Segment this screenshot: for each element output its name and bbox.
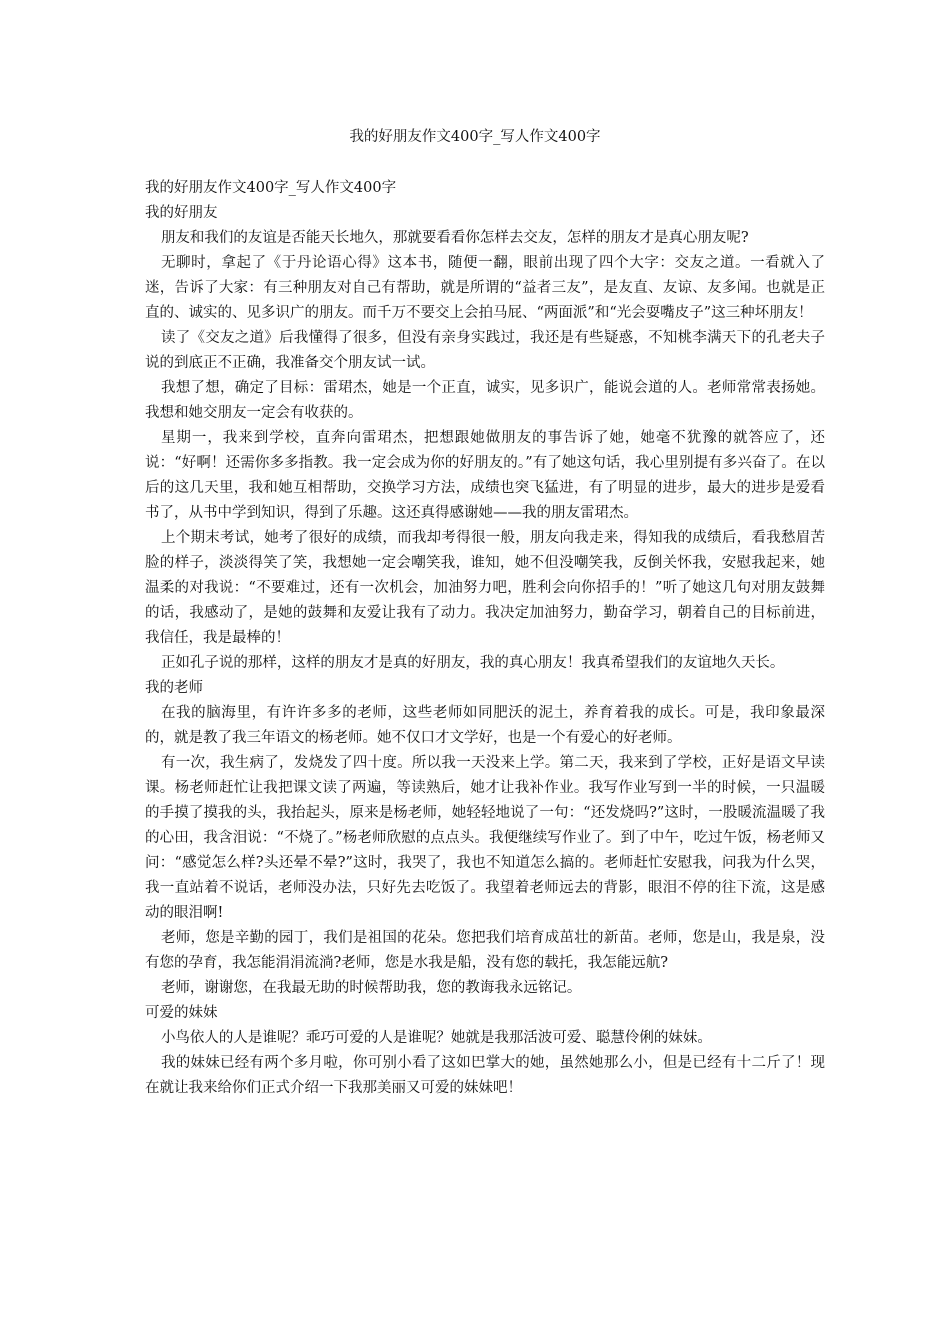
paragraph: 无聊时，拿起了《于丹论语心得》这本书，随便一翻，眼前出现了四个大字：交友之道。一看就入了迷，告诉了大家：有三种朋友对自己有帮助，就是所谓的“益者三友”，是友直、友谅、友多闻。也就是正直的、诚实的、见多识广的朋友。而千万不要交上会拍马屁、“两面派”和“光会耍嘴皮子”这三种坏朋友！ <box>145 255 825 321</box>
section-heading: 我的老师 <box>145 680 203 696</box>
paragraph: 我想了想，确定了目标：雷珺杰，她是一个正直，诚实，见多识广，能说会道的人。老师常常表扬她。我想和她交朋友一定会有收获的。 <box>145 380 825 421</box>
paragraph: 正如孔子说的那样，这样的朋友才是真的好朋友，我的真心朋友！我真希望我们的友谊地久天长。 <box>160 655 785 671</box>
document-body <box>145 176 825 1101</box>
paragraph: 在我的脑海里，有许许多多的老师，这些老师如同肥沃的泥土，养育着我的成长。可是，我印象最深的，就是教了我三年语文的杨老师。她不仅口才文学好，也是一个有爱心的好老师。 <box>145 705 825 746</box>
paragraph: 小鸟依人的人是谁呢？乖巧可爱的人是谁呢？她就是我那活波可爱、聪慧伶俐的妹妹。 <box>160 1030 712 1046</box>
section-my-teacher <box>145 676 825 1001</box>
paragraph: 有一次，我生病了，发烧发了四十度。所以我一天没来上学。第二天，我来到了学校，正好是语文早读课。杨老师赶忙让我把课文读了两遍，等读熟后，她才让我补作业。我写作业写到一半的时候，一只温暖的手摸了摸我的头，我抬起头，原来是杨老师，她轻轻地说了一句：“还发烧吗?”这时，一股暖流温暖了我的心田，我含泪说：“不烧了。”杨老师欣慰的点点头。我便继续写作业了。到了中午，吃过午饭，杨老师又问：“感觉怎么样?头还晕不晕?”这时，我哭了，我也不知道怎么搞的。老师赶忙安慰我，问我为什么哭，我一直站着不说话，老师没办法，只好先去吃饭了。我望着老师远去的背影，眼泪不停的往下流，这是感动的眼泪啊! <box>145 755 825 921</box>
paragraph: 我的妹妹已经有两个多月啦，你可别小看了这如巴掌大的她，虽然她那么小，但是已经有十二斤了！现在就让我来给你们正式介绍一下我那美丽又可爱的妹妹吧！ <box>145 1055 825 1096</box>
section-lovely-sister <box>145 1001 825 1101</box>
paragraph: 星期一，我来到学校，直奔向雷珺杰，把想跟她做朋友的事告诉了她，她毫不犹豫的就答应了，还说：“好啊！还需你多多指教。我一定会成为你的好朋友的。”有了她这句话，我心里别提有多兴奋了。在以后的这几天里，我和她互相帮助，交换学习方法，成绩也突飞猛进，有了明显的进步，最大的进步是爱看书了，从书中学到知识，得到了乐趣。这还真得感谢她——我的朋友雷珺杰。 <box>145 430 825 521</box>
section-my-good-friend <box>145 201 825 676</box>
document-title: 我的好朋友作文400字_写人作文400字 <box>349 129 601 145</box>
paragraph: 老师，您是辛勤的园丁，我们是祖国的花朵。您把我们培育成茁壮的新苗。老师，您是山，我是泉，没有您的孕育，我怎能涓涓流淌?老师，您是水我是船，没有您的载托，我怎能远航? <box>145 930 825 971</box>
section-heading: 我的好朋友 <box>145 205 218 221</box>
paragraph: 老师，谢谢您，在我最无助的时候帮助我，您的教诲我永远铭记。 <box>160 980 582 996</box>
paragraph: 朋友和我们的友谊是否能天长地久，那就要看看你怎样去交友，怎样的朋友才是真心朋友呢? <box>160 230 749 246</box>
paragraph: 上个期末考试，她考了很好的成绩，而我却考得很一般，朋友向我走来，得知我的成绩后，看我愁眉苦脸的样子，淡淡得笑了笑，我想她一定会嘲笑我，谁知，她不但没嘲笑我，反倒关怀我，安慰我起来，她温柔的对我说：“不要难过，还有一次机会，加油努力吧，胜利会向你招手的！”听了她这几句对朋友鼓舞的话，我感动了，是她的鼓舞和友爱让我有了动力。我决定加油努力，勤奋学习，朝着自己的目标前进，我信任，我是最棒的！ <box>145 530 825 646</box>
section-heading: 可爱的妹妹 <box>145 1005 218 1021</box>
document-subtitle: 我的好朋友作文400字_写人作文400字 <box>145 180 397 196</box>
paragraph: 读了《交友之道》后我懂得了很多，但没有亲身实践过，我还是有些疑惑，不知桃李满天下的孔老夫子说的到底正不正确，我准备交个朋友试一试。 <box>145 330 825 371</box>
